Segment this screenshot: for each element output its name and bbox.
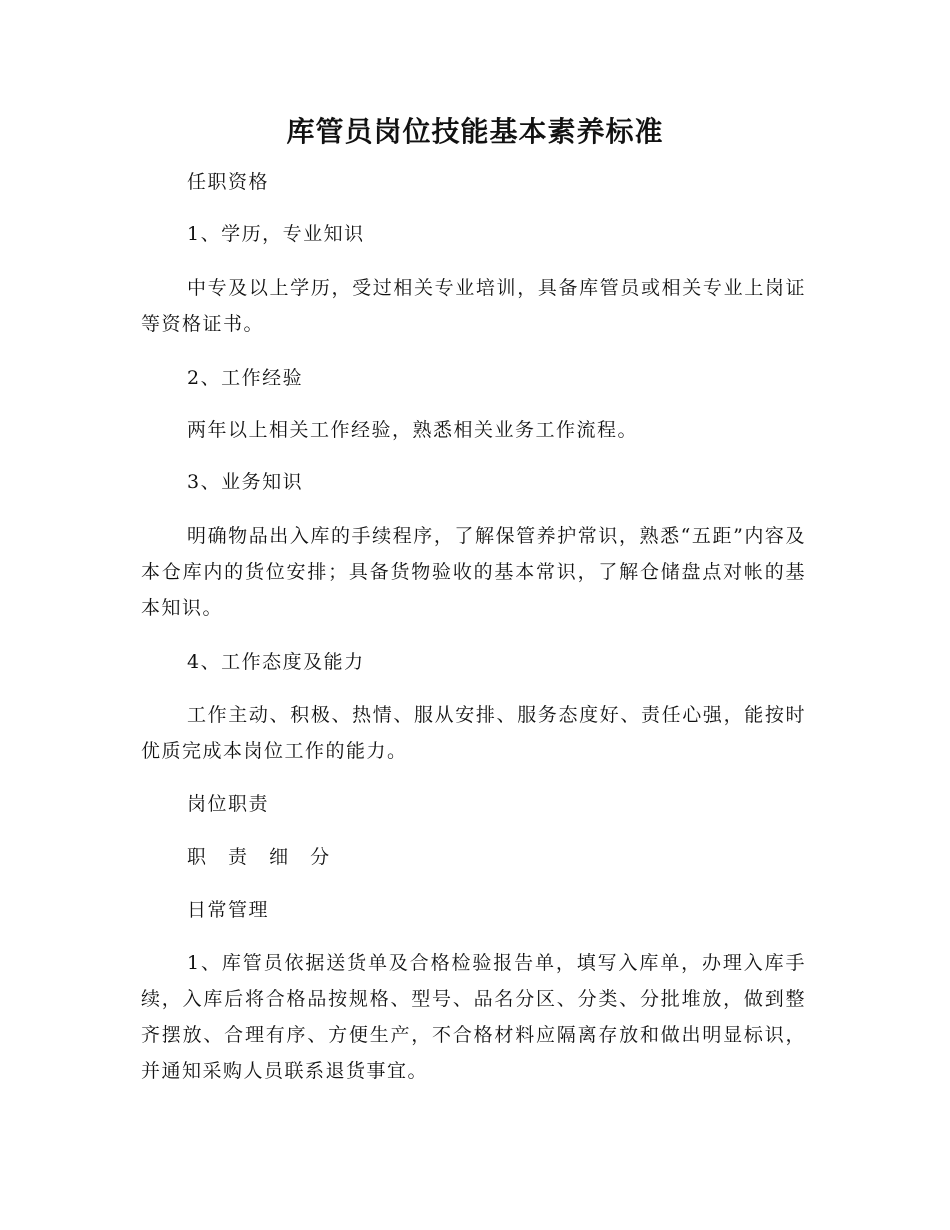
section-heading-qualifications: 任职资格	[187, 171, 270, 193]
subheading-duty-breakdown: 职 责 细 分	[187, 846, 338, 868]
item-heading-experience: 2、工作经验	[187, 367, 304, 389]
item-heading-business-knowledge: 3、业务知识	[187, 471, 304, 493]
section-heading-duties: 岗位职责	[187, 793, 270, 815]
paragraph-attitude: 工作主动、积极、热情、服从安排、服务态度好、责任心强，能按时优质完成本岗位工作的能力。	[141, 704, 806, 762]
paragraph-business-knowledge: 明确物品出入库的手续程序，了解保管养护常识，熟悉“五距”内容及本仓库内的货位安排；具备货物验收的基本常识，了解仓储盘点对帐的基本知识。	[141, 525, 806, 619]
paragraph-education: 中专及以上学历，受过相关专业培训，具备库管员或相关专业上岗证等资格证书。	[141, 277, 806, 335]
item-heading-education: 1、学历，专业知识	[187, 223, 365, 245]
paragraph-experience: 两年以上相关工作经验，熟悉相关业务工作流程。	[187, 419, 639, 441]
paragraph-daily-management-1: 1、库管员依据送货单及合格检验报告单，填写入库单，办理入库手续，入库后将合格品按规格、型号、品名分区、分类、分批堆放，做到整齐摆放、合理有序、方便生产，不合格材料应隔离存放和做出明显标识，并通知采购人员联系退货事宜。	[141, 952, 806, 1082]
document-title: 库管员岗位技能基本素养标准	[286, 115, 664, 148]
subheading-daily-management: 日常管理	[187, 899, 270, 921]
item-heading-attitude: 4、工作态度及能力	[187, 651, 365, 673]
